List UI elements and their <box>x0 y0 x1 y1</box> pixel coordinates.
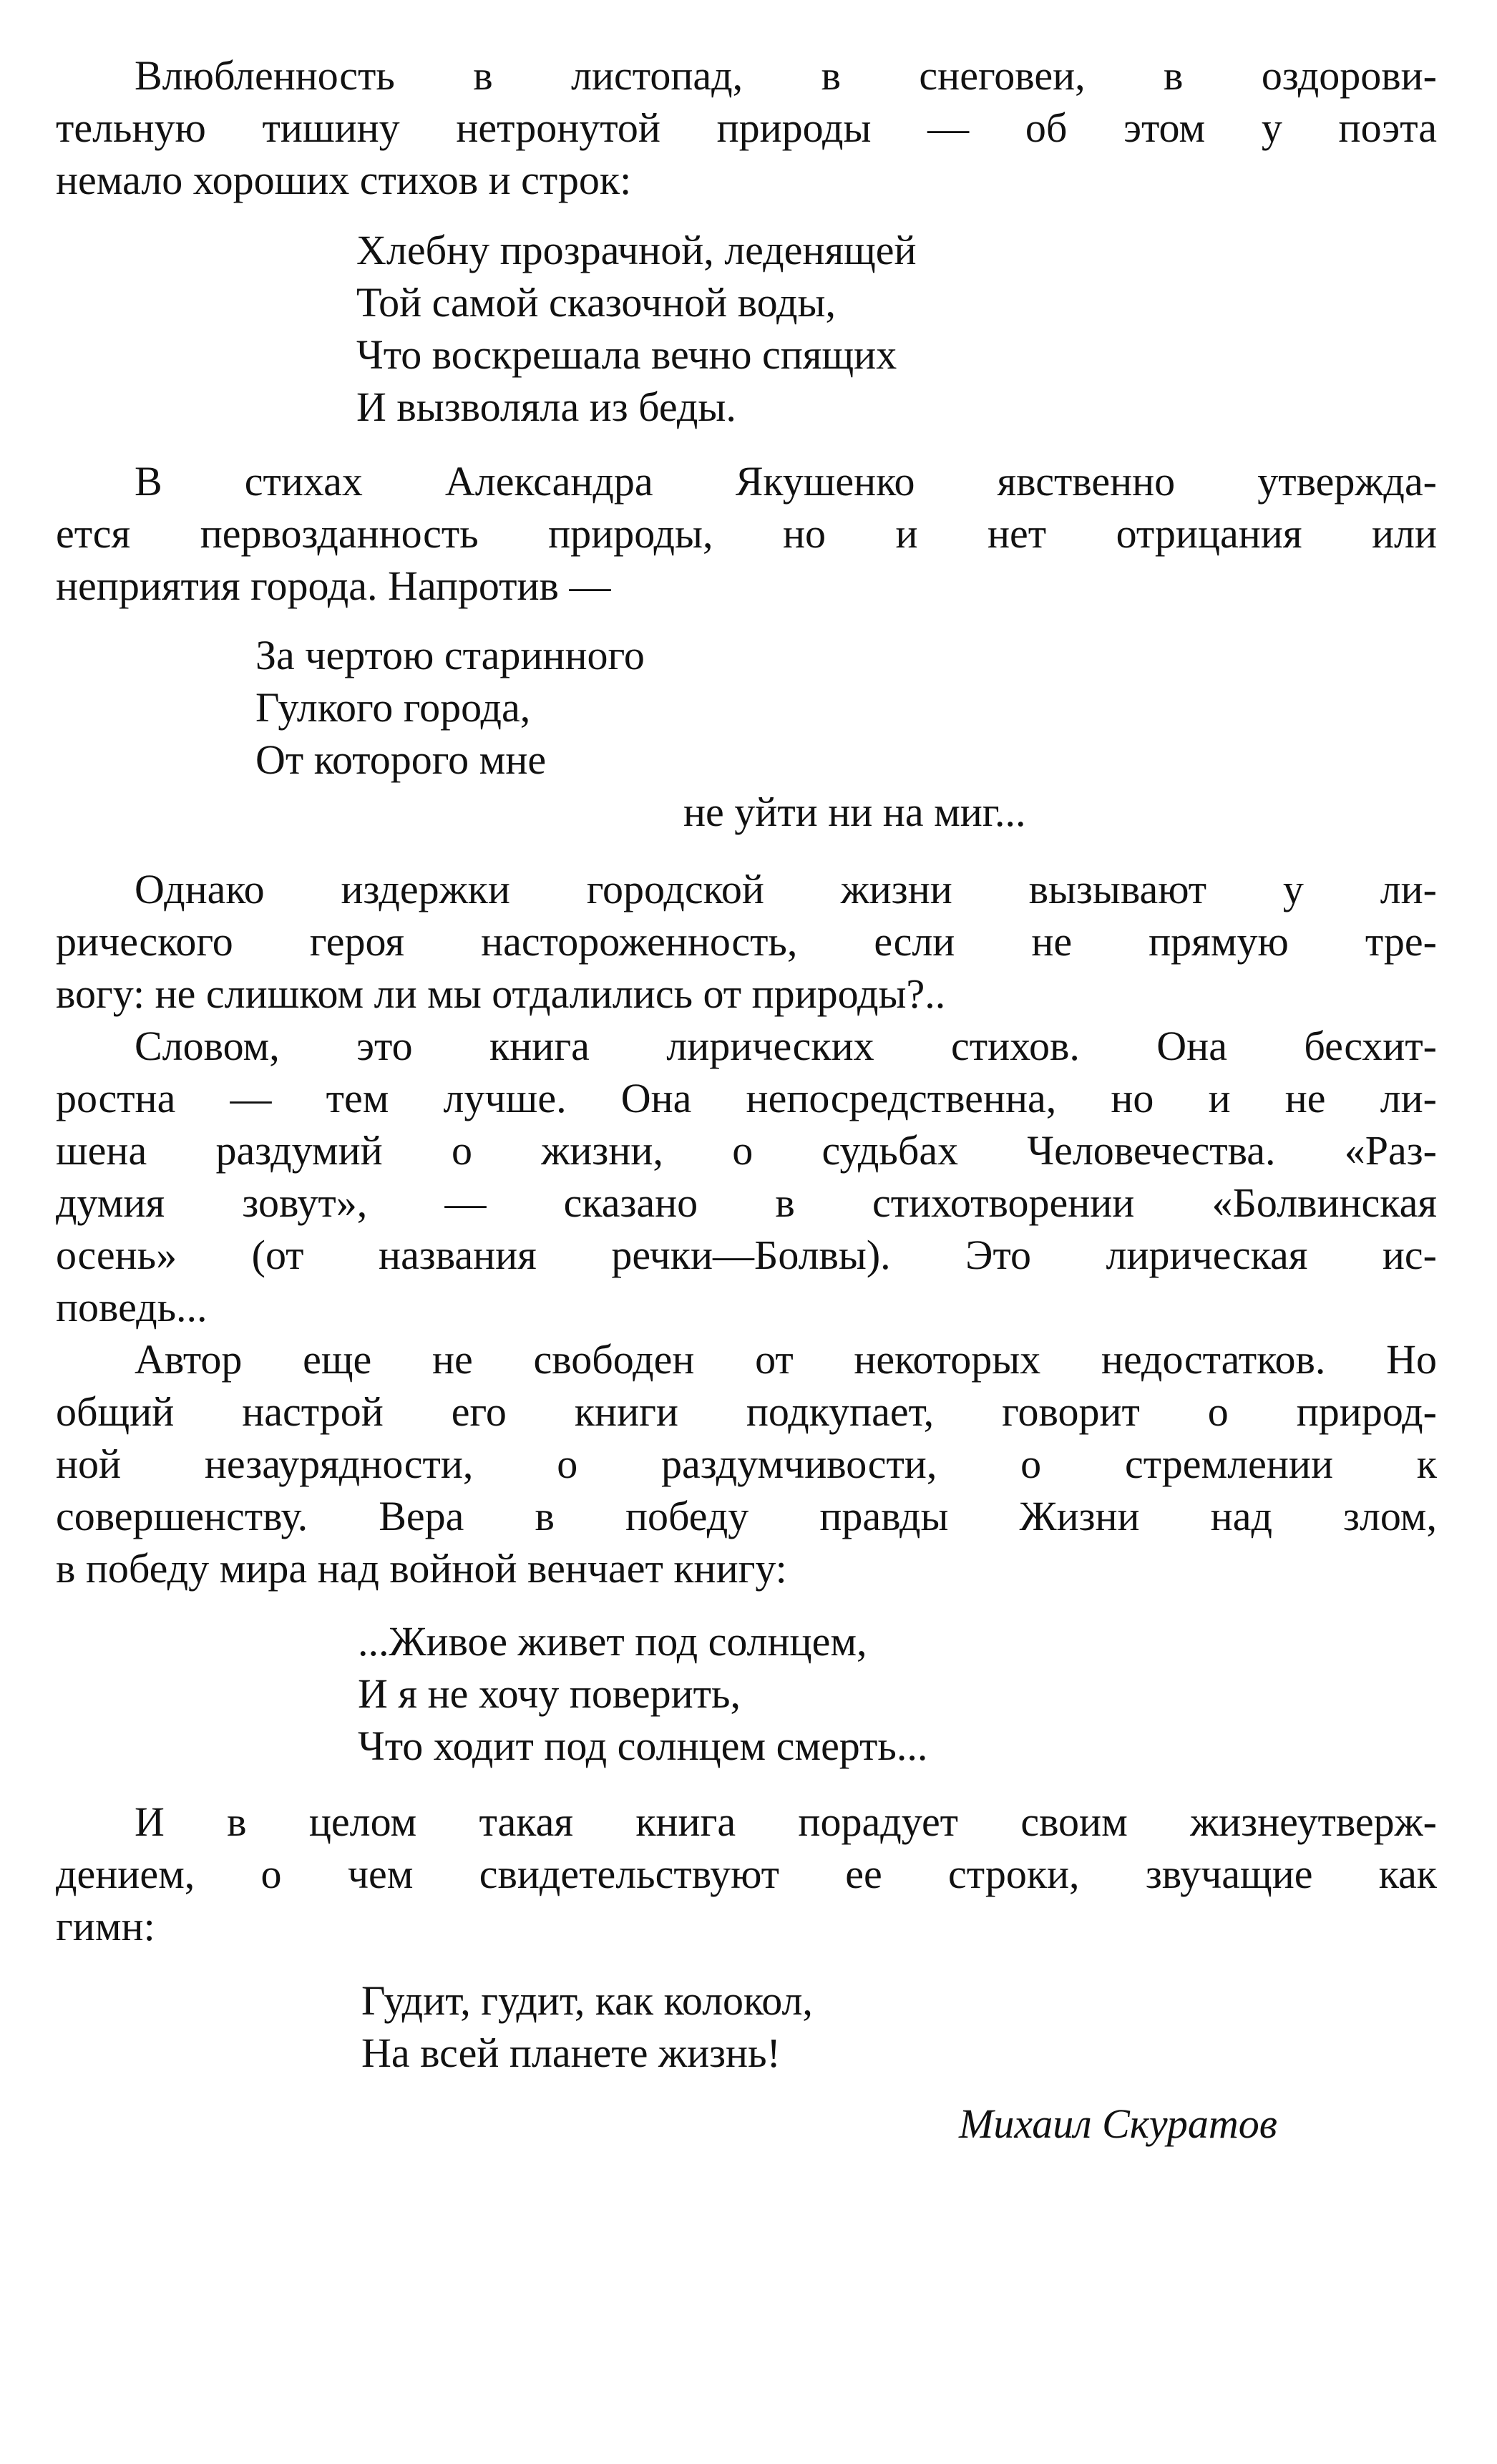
paragraph-line: ростна — тем лучше. Она непосредственна, но и не ли- <box>56 1075 1437 1121</box>
verse-line: не уйти ни на миг... <box>683 789 1026 835</box>
paragraph-line: в победу мира над войной венчает книгу: <box>56 1545 787 1592</box>
paragraph-line: Словом, это книга лирических стихов. Она бесхит- <box>135 1023 1437 1069</box>
verse-line: И я не хочу поверить, <box>358 1670 741 1717</box>
paragraph-line: дением, о чем свидетельствуют ее строки, звучащие как <box>56 1851 1437 1897</box>
verse-line: Гулкого города, <box>255 684 531 731</box>
verse-line: Гудит, гудит, как колокол, <box>361 1977 813 2024</box>
paragraph-line: ной незаурядности, о раздумчивости, о стремлении к <box>56 1441 1437 1487</box>
verse-line: Хлебну прозрачной, леденящей <box>356 227 917 273</box>
paragraph-line: ется первозданность природы, но и нет отрицания или <box>56 510 1437 557</box>
verse-line: За чертою старинного <box>255 632 645 678</box>
paragraph-line: И в целом такая книга порадует своим жизнеутверж- <box>135 1798 1437 1845</box>
paragraph-line: общий настрой его книги подкупает, говорит о природ- <box>56 1388 1437 1435</box>
paragraph-line: Однако издержки городской жизни вызывают у ли- <box>135 866 1437 912</box>
paragraph-line: осень» (от названия речки—Болвы). Это лирическая ис- <box>56 1232 1437 1278</box>
paragraph-line: неприятия города. Напротив — <box>56 563 611 609</box>
paragraph-line: тельную тишину нетронутой природы — об этом у поэта <box>56 104 1437 151</box>
verse-line: Что воскрешала вечно спящих <box>356 331 897 378</box>
paragraph-line: поведь... <box>56 1284 208 1330</box>
paragraph-line: В стихах Александра Якушенко явственно утвержда- <box>135 458 1437 505</box>
paragraph-line: рического героя настороженность, если не прямую тре- <box>56 918 1437 965</box>
paragraph-line: Влюбленность в листопад, в снеговеи, в оздорови- <box>135 52 1437 99</box>
paragraph-line: Автор еще не свободен от некоторых недостатков. Но <box>135 1336 1437 1383</box>
paragraph-line: гимн: <box>56 1903 155 1949</box>
author-signature: Михаил Скуратов <box>959 2100 1277 2147</box>
verse-line: Той самой сказочной воды, <box>356 279 836 326</box>
paragraph-line: вогу: не слишком ли мы отдалились от природы?.. <box>56 970 946 1017</box>
verse-line: Что ходит под солнцем смерть... <box>358 1723 928 1769</box>
verse-line: От которого мне <box>255 736 547 783</box>
paragraph-line: думия зовут», — сказано в стихотворении «Болвинская <box>56 1179 1437 1226</box>
verse-line: И вызволяла из беды. <box>356 384 736 430</box>
paragraph-line: совершенству. Вера в победу правды Жизни над злом, <box>56 1493 1437 1539</box>
verse-line: На всей планете жизнь! <box>361 2030 781 2076</box>
verse-line: ...Живое живет под солнцем, <box>358 1618 867 1665</box>
paragraph-line: шена раздумий о жизни, о судьбах Человечества. «Раз- <box>56 1127 1437 1174</box>
paragraph-line: немало хороших стихов и строк: <box>56 157 632 203</box>
